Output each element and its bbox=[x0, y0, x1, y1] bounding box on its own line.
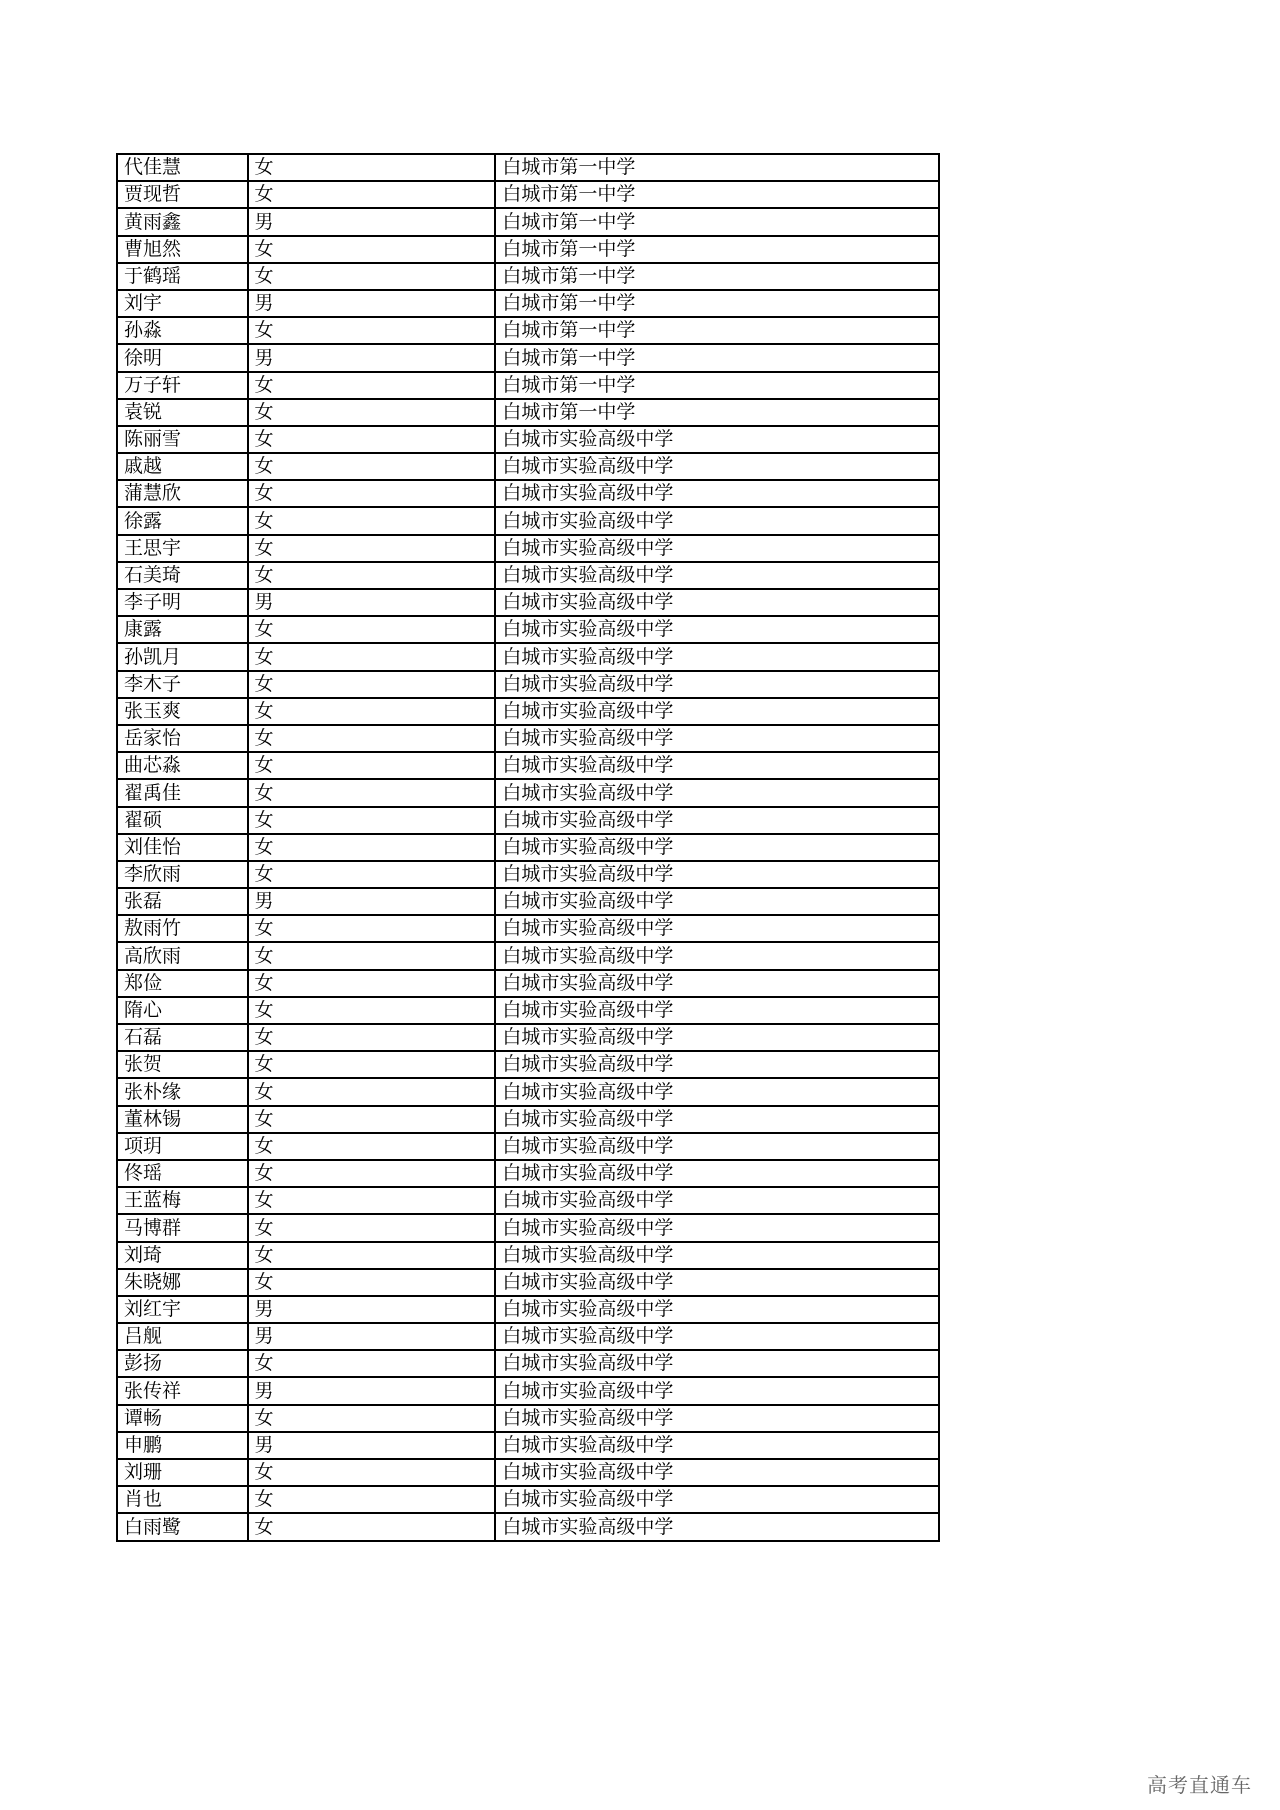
cell-gender: 女 bbox=[248, 181, 496, 208]
table-row bbox=[117, 236, 939, 263]
cell-gender: 女 bbox=[248, 1214, 496, 1241]
table-row bbox=[117, 290, 939, 317]
cell-name: 翟禹佳 bbox=[117, 779, 248, 806]
cell-gender: 男 bbox=[248, 589, 496, 616]
cell-name: 敖雨竹 bbox=[117, 915, 248, 942]
table-row bbox=[117, 643, 939, 670]
cell-name: 徐露 bbox=[117, 507, 248, 534]
cell-gender: 女 bbox=[248, 779, 496, 806]
cell-gender: 女 bbox=[248, 1078, 496, 1105]
cell-name: 曹旭然 bbox=[117, 236, 248, 263]
cell-name: 张朴缘 bbox=[117, 1078, 248, 1105]
cell-name: 高欣雨 bbox=[117, 942, 248, 969]
cell-name: 朱晓娜 bbox=[117, 1269, 248, 1296]
table-row bbox=[117, 725, 939, 752]
cell-gender: 女 bbox=[248, 480, 496, 507]
cell-name: 吕舰 bbox=[117, 1323, 248, 1350]
table-row bbox=[117, 535, 939, 562]
cell-gender: 男 bbox=[248, 1377, 496, 1404]
cell-school: 白城市实验高级中学 bbox=[495, 834, 939, 861]
table-row bbox=[117, 1078, 939, 1105]
cell-school: 白城市实验高级中学 bbox=[495, 453, 939, 480]
cell-name: 石美琦 bbox=[117, 562, 248, 589]
cell-name: 陈丽雪 bbox=[117, 426, 248, 453]
table-row bbox=[117, 1187, 939, 1214]
cell-name: 孙淼 bbox=[117, 317, 248, 344]
cell-gender: 女 bbox=[248, 997, 496, 1024]
cell-school: 白城市实验高级中学 bbox=[495, 1187, 939, 1214]
table-row bbox=[117, 915, 939, 942]
cell-school: 白城市实验高级中学 bbox=[495, 1513, 939, 1540]
cell-school: 白城市实验高级中学 bbox=[495, 915, 939, 942]
cell-name: 郑俭 bbox=[117, 970, 248, 997]
cell-school: 白城市实验高级中学 bbox=[495, 970, 939, 997]
table-row bbox=[117, 671, 939, 698]
cell-name: 王思宇 bbox=[117, 535, 248, 562]
cell-school: 白城市实验高级中学 bbox=[495, 779, 939, 806]
table-row bbox=[117, 779, 939, 806]
table-row bbox=[117, 834, 939, 861]
table-row bbox=[117, 861, 939, 888]
cell-school: 白城市实验高级中学 bbox=[495, 725, 939, 752]
cell-name: 马博群 bbox=[117, 1214, 248, 1241]
table-row bbox=[117, 888, 939, 915]
cell-school: 白城市第一中学 bbox=[495, 181, 939, 208]
cell-gender: 女 bbox=[248, 725, 496, 752]
table-row bbox=[117, 1133, 939, 1160]
cell-school: 白城市实验高级中学 bbox=[495, 698, 939, 725]
cell-name: 肖也 bbox=[117, 1486, 248, 1513]
cell-school: 白城市实验高级中学 bbox=[495, 1432, 939, 1459]
cell-name: 康露 bbox=[117, 616, 248, 643]
cell-school: 白城市实验高级中学 bbox=[495, 535, 939, 562]
cell-school: 白城市第一中学 bbox=[495, 399, 939, 426]
cell-gender: 女 bbox=[248, 317, 496, 344]
cell-name: 万子轩 bbox=[117, 372, 248, 399]
cell-name: 项玥 bbox=[117, 1133, 248, 1160]
cell-name: 贾现哲 bbox=[117, 181, 248, 208]
cell-name: 张贺 bbox=[117, 1051, 248, 1078]
cell-gender: 女 bbox=[248, 154, 496, 181]
cell-gender: 女 bbox=[248, 970, 496, 997]
cell-gender: 女 bbox=[248, 616, 496, 643]
cell-name: 于鹤瑶 bbox=[117, 263, 248, 290]
cell-school: 白城市实验高级中学 bbox=[495, 426, 939, 453]
table-row bbox=[117, 372, 939, 399]
cell-school: 白城市实验高级中学 bbox=[495, 942, 939, 969]
cell-gender: 女 bbox=[248, 1024, 496, 1051]
cell-name: 徐明 bbox=[117, 344, 248, 371]
cell-gender: 女 bbox=[248, 1242, 496, 1269]
cell-name: 代佳慧 bbox=[117, 154, 248, 181]
cell-name: 李欣雨 bbox=[117, 861, 248, 888]
cell-name: 申鹏 bbox=[117, 1432, 248, 1459]
table-row bbox=[117, 154, 939, 181]
cell-gender: 女 bbox=[248, 1459, 496, 1486]
cell-gender: 女 bbox=[248, 372, 496, 399]
table-row bbox=[117, 1242, 939, 1269]
cell-school: 白城市实验高级中学 bbox=[495, 1051, 939, 1078]
cell-school: 白城市实验高级中学 bbox=[495, 1242, 939, 1269]
table-row bbox=[117, 1214, 939, 1241]
table-row bbox=[117, 1296, 939, 1323]
cell-gender: 女 bbox=[248, 1269, 496, 1296]
cell-name: 李木子 bbox=[117, 671, 248, 698]
table-row bbox=[117, 317, 939, 344]
cell-gender: 女 bbox=[248, 562, 496, 589]
table-row bbox=[117, 1377, 939, 1404]
cell-name: 隋心 bbox=[117, 997, 248, 1024]
cell-name: 刘红宇 bbox=[117, 1296, 248, 1323]
cell-gender: 女 bbox=[248, 535, 496, 562]
cell-gender: 女 bbox=[248, 1133, 496, 1160]
cell-school: 白城市实验高级中学 bbox=[495, 997, 939, 1024]
cell-school: 白城市实验高级中学 bbox=[495, 888, 939, 915]
cell-school: 白城市实验高级中学 bbox=[495, 807, 939, 834]
cell-gender: 女 bbox=[248, 263, 496, 290]
cell-name: 刘琦 bbox=[117, 1242, 248, 1269]
cell-school: 白城市第一中学 bbox=[495, 236, 939, 263]
cell-gender: 男 bbox=[248, 344, 496, 371]
table-row bbox=[117, 507, 939, 534]
cell-gender: 男 bbox=[248, 1432, 496, 1459]
cell-school: 白城市实验高级中学 bbox=[495, 562, 939, 589]
cell-name: 谭畅 bbox=[117, 1405, 248, 1432]
table-row bbox=[117, 1160, 939, 1187]
table-row bbox=[117, 752, 939, 779]
cell-school: 白城市实验高级中学 bbox=[495, 1024, 939, 1051]
cell-school: 白城市实验高级中学 bbox=[495, 671, 939, 698]
cell-name: 袁锐 bbox=[117, 399, 248, 426]
cell-gender: 女 bbox=[248, 698, 496, 725]
table-row bbox=[117, 997, 939, 1024]
table-row bbox=[117, 1024, 939, 1051]
cell-gender: 女 bbox=[248, 671, 496, 698]
cell-name: 黄雨鑫 bbox=[117, 208, 248, 235]
cell-school: 白城市实验高级中学 bbox=[495, 1459, 939, 1486]
cell-school: 白城市实验高级中学 bbox=[495, 1350, 939, 1377]
table-row bbox=[117, 1405, 939, 1432]
cell-school: 白城市第一中学 bbox=[495, 290, 939, 317]
table-row bbox=[117, 562, 939, 589]
cell-school: 白城市实验高级中学 bbox=[495, 507, 939, 534]
cell-school: 白城市实验高级中学 bbox=[495, 1486, 939, 1513]
cell-name: 张玉爽 bbox=[117, 698, 248, 725]
table-row bbox=[117, 263, 939, 290]
cell-name: 石磊 bbox=[117, 1024, 248, 1051]
cell-school: 白城市第一中学 bbox=[495, 372, 939, 399]
cell-school: 白城市第一中学 bbox=[495, 154, 939, 181]
table-row bbox=[117, 970, 939, 997]
cell-gender: 女 bbox=[248, 942, 496, 969]
cell-name: 孙凯月 bbox=[117, 643, 248, 670]
cell-gender: 女 bbox=[248, 507, 496, 534]
cell-name: 翟硕 bbox=[117, 807, 248, 834]
cell-gender: 女 bbox=[248, 1187, 496, 1214]
cell-name: 彭扬 bbox=[117, 1350, 248, 1377]
cell-school: 白城市实验高级中学 bbox=[495, 480, 939, 507]
table-row bbox=[117, 1486, 939, 1513]
cell-school: 白城市实验高级中学 bbox=[495, 643, 939, 670]
cell-school: 白城市实验高级中学 bbox=[495, 1214, 939, 1241]
cell-school: 白城市实验高级中学 bbox=[495, 1078, 939, 1105]
cell-gender: 女 bbox=[248, 861, 496, 888]
cell-school: 白城市第一中学 bbox=[495, 317, 939, 344]
cell-gender: 女 bbox=[248, 1486, 496, 1513]
table-row bbox=[117, 1051, 939, 1078]
table-row bbox=[117, 942, 939, 969]
cell-school: 白城市实验高级中学 bbox=[495, 1405, 939, 1432]
cell-name: 董林锡 bbox=[117, 1106, 248, 1133]
cell-name: 佟瑶 bbox=[117, 1160, 248, 1187]
table-row bbox=[117, 589, 939, 616]
cell-school: 白城市实验高级中学 bbox=[495, 1269, 939, 1296]
cell-name: 王蓝梅 bbox=[117, 1187, 248, 1214]
table-row bbox=[117, 453, 939, 480]
cell-gender: 女 bbox=[248, 426, 496, 453]
cell-gender: 男 bbox=[248, 290, 496, 317]
table-row bbox=[117, 616, 939, 643]
cell-gender: 女 bbox=[248, 752, 496, 779]
cell-name: 刘佳怡 bbox=[117, 834, 248, 861]
table-row bbox=[117, 208, 939, 235]
table-row bbox=[117, 1269, 939, 1296]
table-row bbox=[117, 1323, 939, 1350]
cell-school: 白城市第一中学 bbox=[495, 344, 939, 371]
cell-gender: 男 bbox=[248, 208, 496, 235]
student-table bbox=[116, 153, 940, 1542]
cell-school: 白城市第一中学 bbox=[495, 208, 939, 235]
cell-name: 曲芯淼 bbox=[117, 752, 248, 779]
cell-name: 李子明 bbox=[117, 589, 248, 616]
cell-gender: 女 bbox=[248, 1051, 496, 1078]
table-row bbox=[117, 1350, 939, 1377]
cell-school: 白城市实验高级中学 bbox=[495, 1323, 939, 1350]
cell-gender: 女 bbox=[248, 915, 496, 942]
table-body bbox=[117, 154, 939, 1541]
cell-name: 刘珊 bbox=[117, 1459, 248, 1486]
cell-name: 戚越 bbox=[117, 453, 248, 480]
cell-school: 白城市实验高级中学 bbox=[495, 1160, 939, 1187]
table-row bbox=[117, 399, 939, 426]
cell-school: 白城市实验高级中学 bbox=[495, 1296, 939, 1323]
cell-gender: 女 bbox=[248, 1106, 496, 1133]
cell-gender: 女 bbox=[248, 453, 496, 480]
cell-name: 蒲慧欣 bbox=[117, 480, 248, 507]
table-row bbox=[117, 181, 939, 208]
cell-name: 白雨鹭 bbox=[117, 1513, 248, 1540]
table-row bbox=[117, 698, 939, 725]
cell-gender: 男 bbox=[248, 1323, 496, 1350]
cell-school: 白城市实验高级中学 bbox=[495, 589, 939, 616]
cell-name: 张磊 bbox=[117, 888, 248, 915]
table-row bbox=[117, 1432, 939, 1459]
cell-school: 白城市实验高级中学 bbox=[495, 1377, 939, 1404]
table-row bbox=[117, 1459, 939, 1486]
cell-gender: 女 bbox=[248, 807, 496, 834]
cell-gender: 男 bbox=[248, 1296, 496, 1323]
table-row bbox=[117, 1513, 939, 1540]
table-row bbox=[117, 480, 939, 507]
cell-gender: 女 bbox=[248, 1513, 496, 1540]
cell-name: 岳家怡 bbox=[117, 725, 248, 752]
cell-gender: 女 bbox=[248, 236, 496, 263]
cell-gender: 女 bbox=[248, 1160, 496, 1187]
table-row bbox=[117, 344, 939, 371]
cell-school: 白城市第一中学 bbox=[495, 263, 939, 290]
cell-school: 白城市实验高级中学 bbox=[495, 752, 939, 779]
watermark: 高考直通车 bbox=[1147, 1773, 1252, 1797]
cell-gender: 女 bbox=[248, 1405, 496, 1432]
cell-gender: 女 bbox=[248, 399, 496, 426]
cell-school: 白城市实验高级中学 bbox=[495, 1106, 939, 1133]
cell-gender: 女 bbox=[248, 834, 496, 861]
cell-name: 刘宇 bbox=[117, 290, 248, 317]
cell-gender: 男 bbox=[248, 888, 496, 915]
cell-gender: 女 bbox=[248, 643, 496, 670]
cell-gender: 女 bbox=[248, 1350, 496, 1377]
cell-school: 白城市实验高级中学 bbox=[495, 1133, 939, 1160]
table-row bbox=[117, 807, 939, 834]
table-row bbox=[117, 426, 939, 453]
table-row bbox=[117, 1106, 939, 1133]
cell-name: 张传祥 bbox=[117, 1377, 248, 1404]
cell-school: 白城市实验高级中学 bbox=[495, 861, 939, 888]
cell-school: 白城市实验高级中学 bbox=[495, 616, 939, 643]
